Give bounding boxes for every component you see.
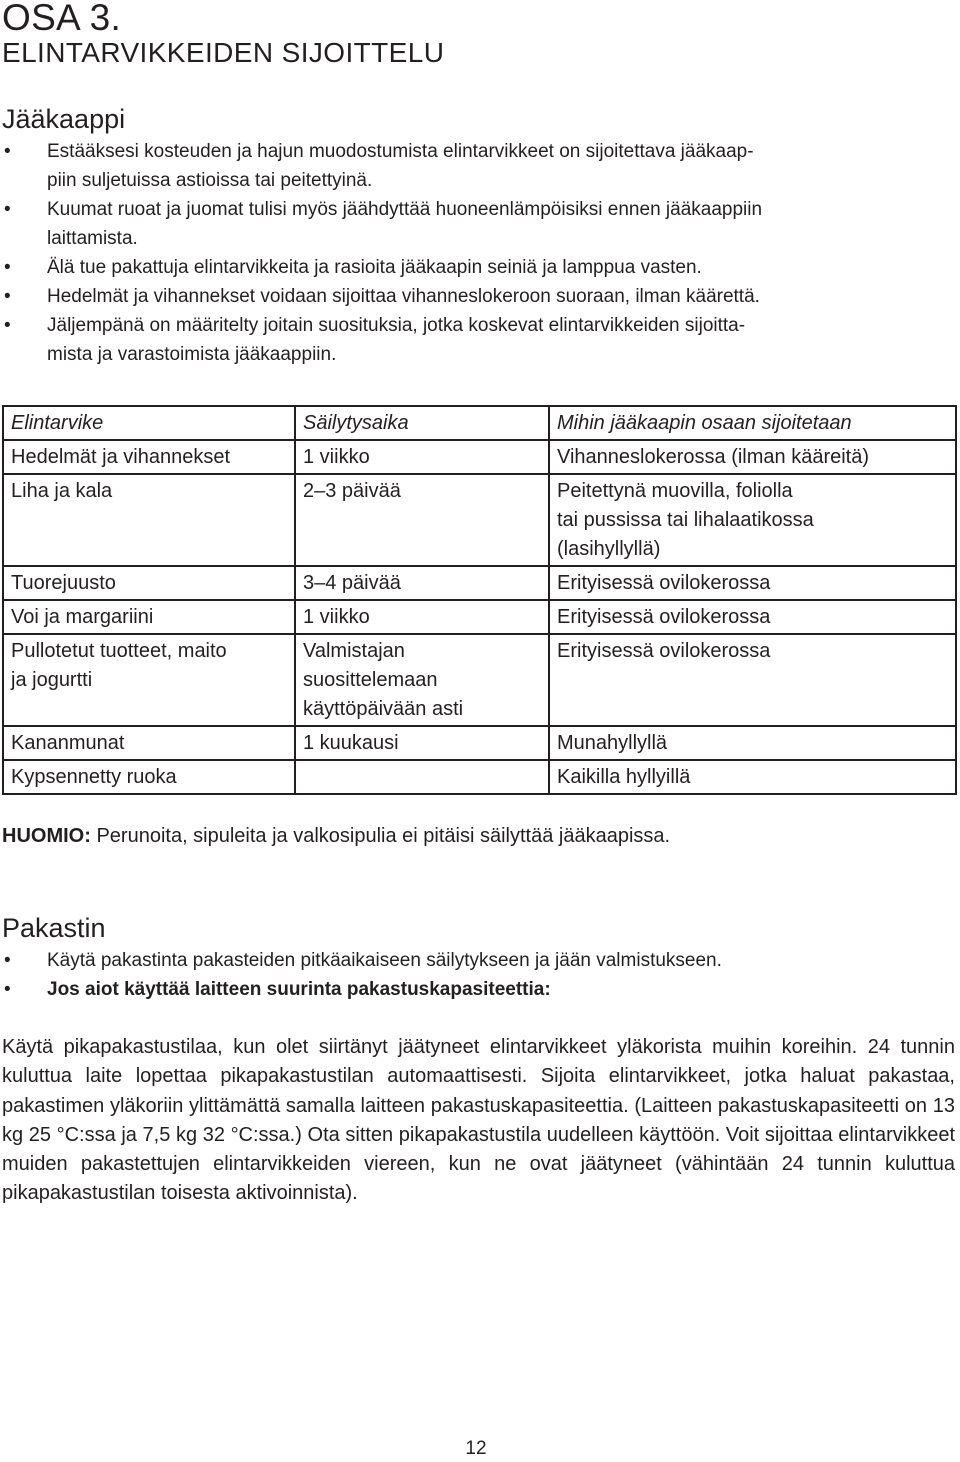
table-cell: 3–4 päivää xyxy=(295,566,549,600)
table-cell: 1 viikko xyxy=(295,600,549,634)
table-cell: Hedelmät ja vihannekset xyxy=(3,440,295,474)
table-row xyxy=(3,634,956,726)
table-cell: Valmistajan suosittelemaan käyttöpäivään asti xyxy=(295,634,549,726)
bullet-icon: • xyxy=(4,199,11,220)
list-item xyxy=(0,137,958,195)
bullet-text: Käytä pakastinta pakasteiden pitkäaikaiseen säilytykseen ja jään valmistukseen. xyxy=(47,950,722,971)
bullet-icon: • xyxy=(4,979,11,1000)
table-header-row xyxy=(3,406,956,440)
table-cell: Erityisessä ovilokerossa xyxy=(549,634,956,726)
part-title: OSA 3. xyxy=(2,0,122,38)
list-item xyxy=(0,946,958,975)
column-header-food: Elintarvike xyxy=(3,406,295,440)
fridge-heading: Jääkaappi xyxy=(2,104,126,134)
table-row xyxy=(3,726,956,760)
table-cell: Kananmunat xyxy=(3,726,295,760)
table-cell: Kaikilla hyllyillä xyxy=(549,760,956,794)
list-item xyxy=(0,311,958,369)
column-header-location: Mihin jääkaapin osaan sijoitetaan xyxy=(549,406,956,440)
freezer-paragraph: Käytä pikapakastustilaa, kun olet siirtänyt jäätyneet elintarvikkeet yläkorista muihin koreihin. 24 tunnin kuluttua laite lopettaa pikapakastustilan automaattisesti. Sijoita elintarvikkeet, jotka haluat pakastaa, pakastimen yläkoriin ylittämättä samalla laitteen pakastuskapasiteettia. (Laitteen pakastuskapasiteetti on 13 kg 25 °C:ssa ja 7,5 kg 32 °C:ssa.) Ota sitten pikapakastustila uudelleen käyttöön. Voit sijoittaa elintarvikkeet muiden pakastettujen elintarvikkeiden viereen, kun ne ovat jäätyneet (vähintään 24 tunnin kuluttua pikapakastustilan toisesta aktivoinnista). xyxy=(2,1036,955,1205)
table-cell: Pullotetut tuotteet, maito ja jogurtti xyxy=(3,634,295,726)
table-cell: Munahyllyllä xyxy=(549,726,956,760)
freezer-heading: Pakastin xyxy=(2,913,106,943)
bullet-icon: • xyxy=(4,257,11,278)
bullet-text: Älä tue pakattuja elintarvikkeita ja rasioita jääkaapin seiniä ja lamppua vasten. xyxy=(47,257,702,278)
table-row xyxy=(3,440,956,474)
table-row xyxy=(3,566,956,600)
note-text: Perunoita, sipuleita ja valkosipulia ei pitäisi säilyttää jääkaapissa. xyxy=(90,825,671,847)
bullet-icon: • xyxy=(4,950,11,971)
table-cell: Erityisessä ovilokerossa xyxy=(549,600,956,634)
table-row xyxy=(3,760,956,794)
note xyxy=(2,822,670,851)
table-cell: 2–3 päivää xyxy=(295,474,549,566)
table-cell: Tuorejuusto xyxy=(3,566,295,600)
bullet-text: Estääksesi kosteuden ja hajun muodostumista elintarvikkeet on sijoitettava jääkaap- piin suljetuissa astioissa tai peitettyinä. xyxy=(47,141,754,191)
note-label: HUOMIO: xyxy=(2,825,91,847)
part-subtitle: ELINTARVIKKEIDEN SIJOITTELU xyxy=(2,37,445,68)
table-row xyxy=(3,600,956,634)
table-cell: Peitettynä muovilla, foliolla tai pussissa tai lihalaatikossa (lasihyllyllä) xyxy=(549,474,956,566)
bullet-text: Kuumat ruoat ja juomat tulisi myös jäähdyttää huoneenlämpöisiksi ennen jääkaappiin laittamista. xyxy=(47,199,763,249)
table-cell: Kypsennetty ruoka xyxy=(3,760,295,794)
table-cell: 1 kuukausi xyxy=(295,726,549,760)
column-header-storage-time: Säilytysaika xyxy=(295,406,549,440)
page-number: 12 xyxy=(465,1438,487,1459)
bullet-icon: • xyxy=(4,286,11,307)
list-item xyxy=(0,195,958,253)
table-cell: Liha ja kala xyxy=(3,474,295,566)
list-item xyxy=(0,282,958,311)
table-cell: 1 viikko xyxy=(295,440,549,474)
table-cell xyxy=(295,760,549,794)
table-cell: Voi ja margariini xyxy=(3,600,295,634)
table-cell: Vihanneslokerossa (ilman kääreitä) xyxy=(549,440,956,474)
table-row xyxy=(3,474,956,566)
bullet-text: Hedelmät ja vihannekset voidaan sijoittaa vihanneslokeroon suoraan, ilman käärettä. xyxy=(47,286,760,307)
bullet-icon: • xyxy=(4,141,11,162)
storage-table xyxy=(2,405,957,795)
bullet-text: Jos aiot käyttää laitteen suurinta pakastuskapasiteettia: xyxy=(47,979,551,1000)
bullet-icon: • xyxy=(4,315,11,336)
freezer-bullet-list xyxy=(0,946,958,1004)
list-item xyxy=(0,975,958,1004)
table-cell: Erityisessä ovilokerossa xyxy=(549,566,956,600)
bullet-text: Jäljempänä on määritelty joitain suosituksia, jotka koskevat elintarvikkeiden sijoitta- mista ja varastoimista jääkaappiin. xyxy=(47,315,746,365)
fridge-bullet-list xyxy=(0,137,958,369)
list-item xyxy=(0,253,958,282)
